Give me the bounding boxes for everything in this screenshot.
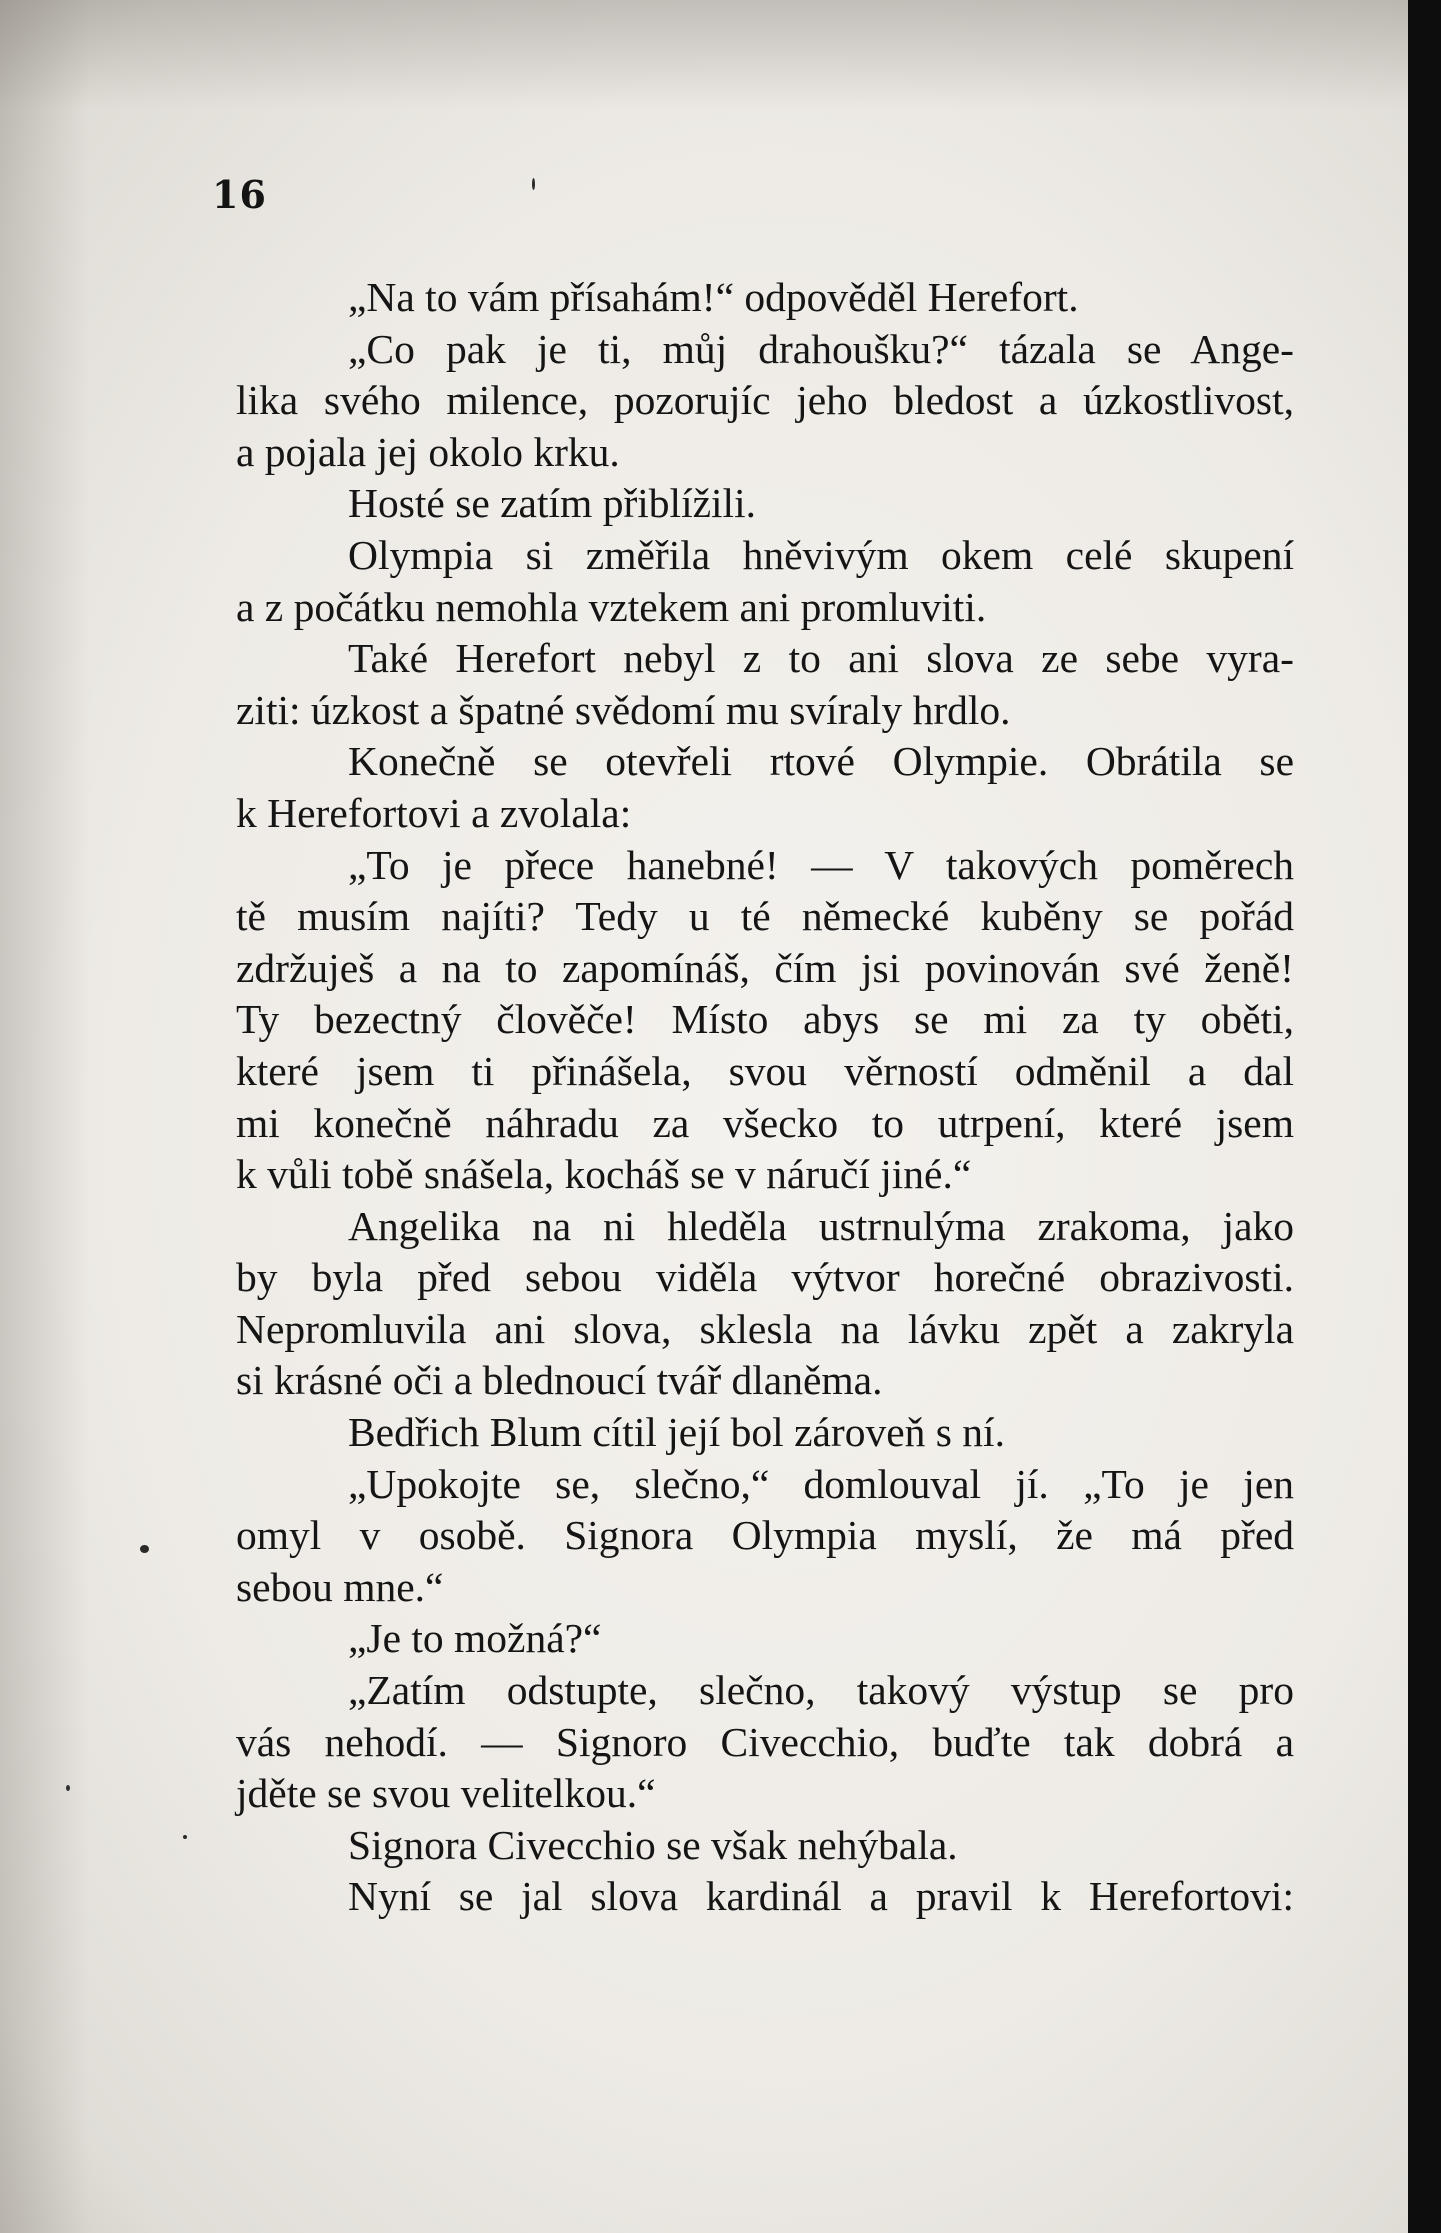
text-line: „Je to možná?“ <box>348 1615 602 1662</box>
ink-speck <box>140 1545 149 1553</box>
text-line: Bedřich Blum cítil její bol zároveň s ní. <box>348 1409 1005 1456</box>
text-line: tě musím najíti? Tedy u té německé kuběny se pořád <box>236 893 1294 940</box>
text-line: k vůli tobě snášela, kocháš se v náručí jiné.“ <box>236 1151 972 1198</box>
text-line: omyl v osobě. Signora Olympia myslí, že má před <box>236 1512 1294 1559</box>
text-line: Nepromluvila ani slova, sklesla na lávku zpět a zakryla <box>236 1305 1294 1352</box>
text-line: Olympia si změřila hněvivým okem celé skupení <box>348 531 1294 578</box>
text-line: „Upokojte se, slečno,“ domlouval jí. „To je jen <box>348 1460 1294 1507</box>
body-text <box>236 272 1294 1923</box>
text-line: a pojala jej okolo krku. <box>236 428 620 475</box>
text-line: „Zatím odstupte, slečno, takový výstup se pro <box>348 1667 1294 1714</box>
ink-speck <box>183 1835 187 1839</box>
text-line: „Na to vám přísahám!“ odpověděl Herefort. <box>348 274 1079 320</box>
text-line: mi konečně náhradu za všecko to utrpení, které jsem <box>236 1099 1294 1146</box>
ink-speck <box>66 1785 70 1791</box>
text-line: zdržuješ a na to zapomínáš, čím jsi povinován své ženě! <box>236 944 1294 991</box>
text-line: Konečně se otevřeli rtové Olympie. Obrátila se <box>348 738 1294 785</box>
text-line: ziti: úzkost a špatné svědomí mu svíraly hrdlo. <box>236 686 1011 733</box>
text-line: sebou mne.“ <box>236 1563 444 1610</box>
text-line: Nyní se jal slova kardinál a pravil k Herefortovi: <box>348 1873 1294 1920</box>
text-line: Ty bezectný člověče! Místo abys se mi za ty oběti, <box>236 996 1294 1043</box>
text-line: Angelika na ni hleděla ustrnulýma zrakoma, jako <box>348 1202 1294 1249</box>
text-line: jděte se svou velitelkou.“ <box>236 1770 656 1817</box>
text-line: lika svého milence, pozorujíc jeho bledost a úzkostlivost, <box>236 377 1294 424</box>
text-line: které jsem ti přinášela, svou věrností odměnil a dal <box>236 1047 1294 1094</box>
text-line: vás nehodí. — Signoro Civecchio, buďte tak dobrá a <box>236 1718 1294 1765</box>
text-line: Hosté se zatím přiblížili. <box>348 480 756 527</box>
text-line: Signora Civecchio se však nehýbala. <box>348 1821 958 1868</box>
text-line: si krásné oči a blednoucí tvář dlaněma. <box>236 1357 883 1404</box>
text-line: a z počátku nemohla vztekem ani promluviti. <box>236 583 987 630</box>
text-line: by byla před sebou viděla výtvor horečné obrazivosti. <box>236 1254 1294 1301</box>
text-line: k Herefortovi a zvolala: <box>236 789 632 836</box>
ink-speck <box>532 178 535 190</box>
text-line: „To je přece hanebné! — V takových poměrech <box>348 841 1294 888</box>
text-line: Také Herefort nebyl z to ani slova ze sebe vyra- <box>348 635 1294 682</box>
page-number: 16 <box>212 172 267 217</box>
text-line: „Co pak je ti, můj drahoušku?“ tázala se Ange- <box>348 325 1294 372</box>
